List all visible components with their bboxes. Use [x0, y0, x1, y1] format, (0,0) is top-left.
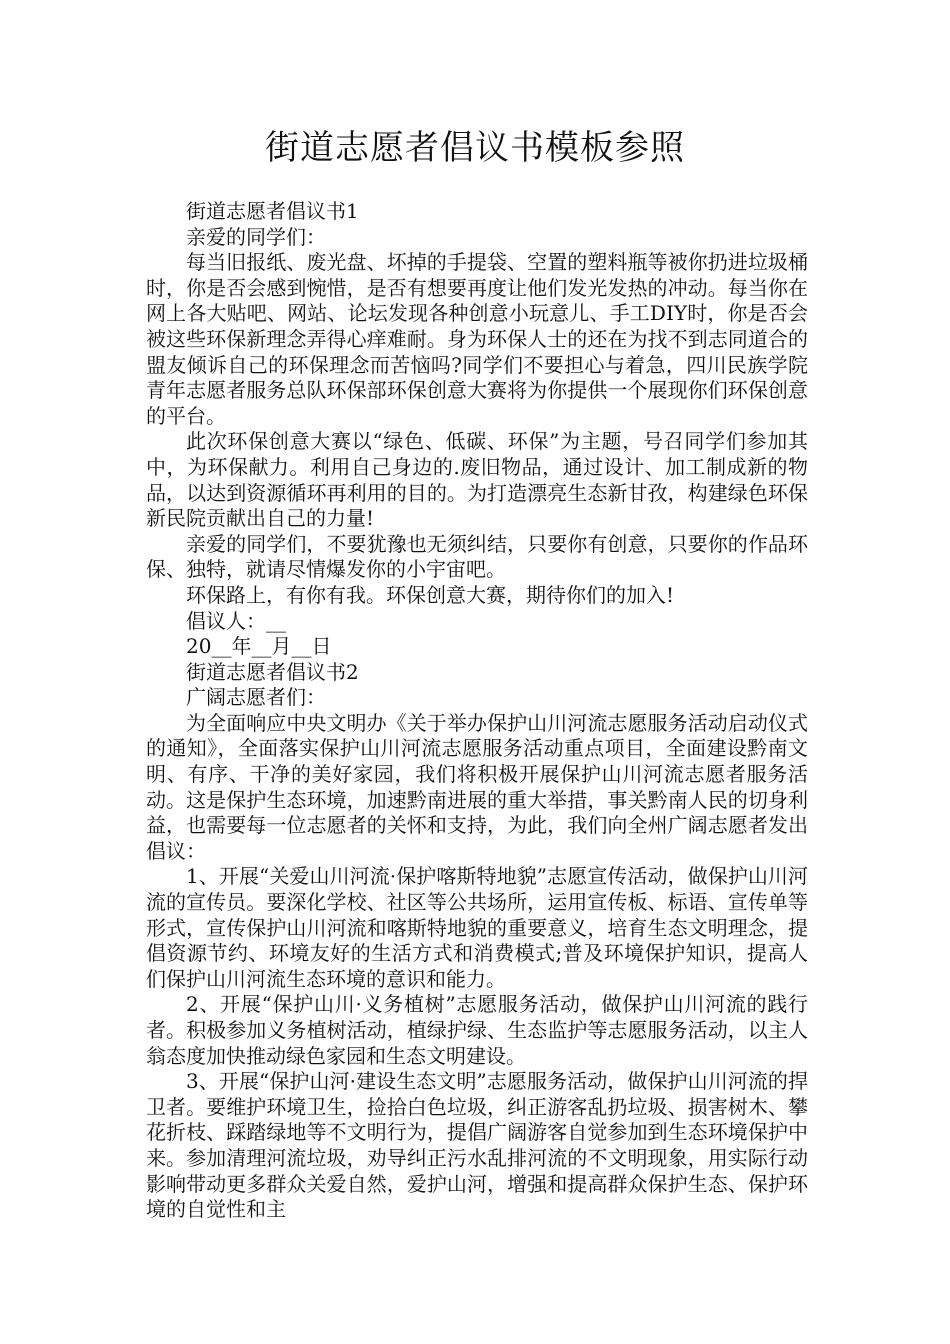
- salutation-2: 广阔志愿者们：: [186, 685, 326, 710]
- list-item: 3、开展“保护山河·建设生态文明”志愿服务活动，做保护山川河流的捍卫者。要维护环境卫生，捡拾白色垃圾，纠正游客乱扔垃圾、损害树木、攀花折枝、踩踏绿地等不文明行为，提倡广阔游客自觉参加到生态环境保护中来。参加清理河流垃圾，劝导纠正污水乱排河流的不文明现象，用实际行动影响带动更多群众关爱自然，爱护山河，增强和提高群众保护生态、保护环境的自觉性和主: [146, 1069, 808, 1222]
- heading-letter-2: 街道志愿者倡议书2: [186, 659, 359, 684]
- list-item: 1、开展“关爱山川河流·保护喀斯特地貌”志愿宣传活动，做保护山川河流的宣传员。要深化学校、社区等公共场所，运用宣传板、标语、宣传单等形式，宣传保护山川河流和喀斯特地貌的重要意义，培育生态文明理念，提倡资源节约、环境友好的生活方式和消费模式;普及环境保护知识，提高人们保护山川河流生态环境的意识和能力。: [146, 864, 808, 991]
- body-paragraph: 亲爱的同学们，不要犹豫也无须纠结，只要你有创意，只要你的作品环保、独特，就请尽情爆发你的小宇宙吧。: [146, 531, 808, 582]
- body-paragraph: 此次环保创意大赛以“绿色、低碳、环保”为主题，号召同学们参加其中，为环保献力。利用自己身边的.废旧物品，通过设计、加工制成新的物品，以达到资源循环再利用的目的。为打造漂亮生态新甘孜，构建绿色环保新民院贡献出自己的力量!: [146, 429, 808, 531]
- body-paragraph: 每当旧报纸、废光盘、坏掉的手提袋、空置的塑料瓶等被你扔进垃圾桶时，你是否会感到惋惜，是否有想要再度让他们发光发热的冲动。每当你在网上各大贴吧、网站、论坛发现各种创意小玩意儿、手工DIY时，你是否会被这些环保新理念弄得心痒难耐。身为环保人士的还在为找不到志同道合的盟友倾诉自己的环保理念而苦恼吗?同学们不要担心与着急，四川民族学院青年志愿者服务总队环保部环保创意大赛将为你提供一个展现你们环保创意的平台。: [146, 250, 808, 428]
- heading-letter-1: 街道志愿者倡议书1: [186, 199, 359, 223]
- body-paragraph: 环保路上，有你有我。环保创意大赛，期待你们的加入!: [186, 582, 675, 607]
- signature-line: 倡议人：__: [186, 608, 286, 633]
- page-title: 街道志愿者倡议书模板参照: [265, 128, 685, 168]
- document-body: [146, 199, 808, 1223]
- list-item: 2、开展“保护山川·义务植树”志愿服务活动，做保护山川河流的践行者。积极参加义务植树活动，植绿护绿、生态监护等志愿服务活动，以主人翁态度加快推动绿色家园和生态文明建设。: [146, 992, 808, 1068]
- body-paragraph: 为全面响应中央文明办《关于举办保护山川河流志愿服务活动启动仪式的通知》，全面落实保护山川河流志愿服务活动重点项目，全面建设黔南文明、有序、干净的美好家园，我们将积极开展保护山川河流志愿者服务活动。这是保护生态环境，加速黔南进展的重大举措，事关黔南人民的切身利益，也需要每一位志愿者的关怀和支持，为此，我们向全州广阔志愿者发出倡议：: [146, 710, 808, 863]
- salutation-1: 亲爱的同学们：: [186, 224, 326, 249]
- date-line: 20__年__月__日: [186, 634, 332, 659]
